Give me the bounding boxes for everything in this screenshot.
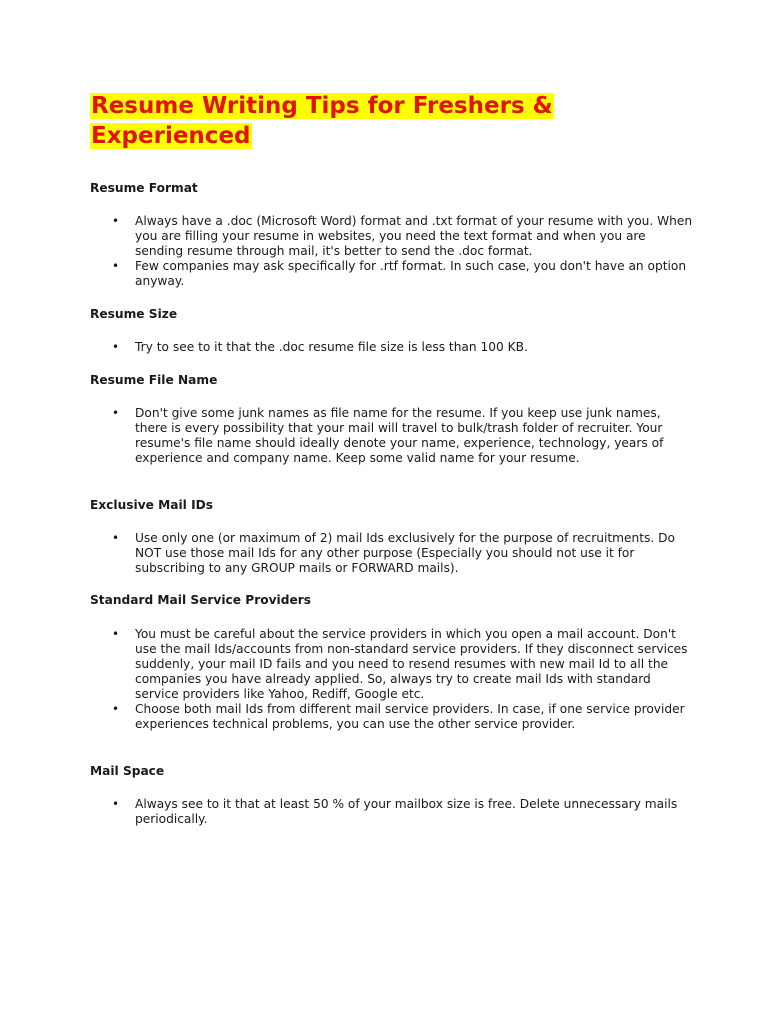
document-title: [90, 91, 710, 151]
list-item: [0, 340, 695, 355]
bullet-icon: •: [112, 259, 120, 273]
list-item-text: You must be careful about the service providers in which you open a mail account. Don't use the mail Ids/accounts from non-standard service providers. If they disconnect services suddenly, your mail ID fails and you need to resend resumes with new mail Id to all the companies you have already applied. So, always try to create mail Ids with standard service providers like Yahoo, Rediff, Google etc.: [135, 627, 688, 701]
list-item-text: Don't give some junk names as file name for the resume. If you keep use junk names, there is every possibility that your mail will travel to bulk/trash folder of recruiter. Your resume's file name should ideally denote your name, experience, technology, years of experience and company name. Keep some valid name for your resume.: [135, 406, 664, 465]
bullet-icon: •: [112, 531, 120, 545]
section-list-resume-size: [0, 340, 768, 355]
section-heading-resume-file-name: Resume File Name: [90, 373, 218, 387]
section-list-exclusive-mail-ids: [0, 531, 768, 576]
list-item-text: Few companies may ask specifically for .rtf format. In such case, you don't have an option anyway.: [135, 259, 687, 288]
bullet-icon: •: [112, 214, 120, 228]
section-heading-standard-mail-service-providers: Standard Mail Service Providers: [90, 593, 311, 607]
list-item-text: Use only one (or maximum of 2) mail Ids exclusively for the purpose of recruitments. Do NOT use those mail Ids for any other purpose (Especially you should not use it for subscribing to any GROUP mails or FORWARD mails).: [135, 531, 675, 575]
list-item-text: Choose both mail Ids from different mail service providers. In case, if one service provider experiences technical problems, you can use the other service provider.: [135, 702, 685, 731]
section-heading-resume-size: Resume Size: [90, 307, 178, 321]
document-title-line-1: Resume Writing Tips for Freshers &: [91, 93, 553, 119]
bullet-icon: •: [112, 797, 120, 811]
list-item: [0, 531, 695, 576]
section-heading-exclusive-mail-ids: Exclusive Mail IDs: [90, 498, 214, 512]
section-list-mail-space: [0, 797, 768, 827]
section-heading-mail-space: Mail Space: [90, 764, 165, 778]
section-list-resume-format: [0, 214, 768, 289]
list-item-text: Always have a .doc (Microsoft Word) format and .txt format of your resume with you. When you are filling your resume in websites, you need the text format and when you are sending resume through mail, it's better to send the .doc format.: [135, 214, 693, 258]
bullet-icon: •: [112, 627, 120, 641]
list-item: [0, 214, 695, 259]
list-item-text: Try to see to it that the .doc resume file size is less than 100 KB.: [135, 340, 528, 354]
list-item: [0, 797, 695, 827]
document-title-line-2: Experienced: [91, 123, 251, 149]
list-item-text: Always see to it that at least 50 % of your mailbox size is free. Delete unnecessary mails periodically.: [135, 797, 678, 826]
section-list-standard-mail-service-providers: [0, 627, 768, 732]
list-item: [0, 406, 695, 466]
list-item: [0, 702, 695, 732]
bullet-icon: •: [112, 406, 120, 420]
section-heading-resume-format: Resume Format: [90, 181, 198, 195]
list-item: [0, 627, 695, 702]
bullet-icon: •: [112, 702, 120, 716]
bullet-icon: •: [112, 340, 120, 354]
list-item: [0, 259, 695, 289]
section-list-resume-file-name: [0, 406, 768, 466]
